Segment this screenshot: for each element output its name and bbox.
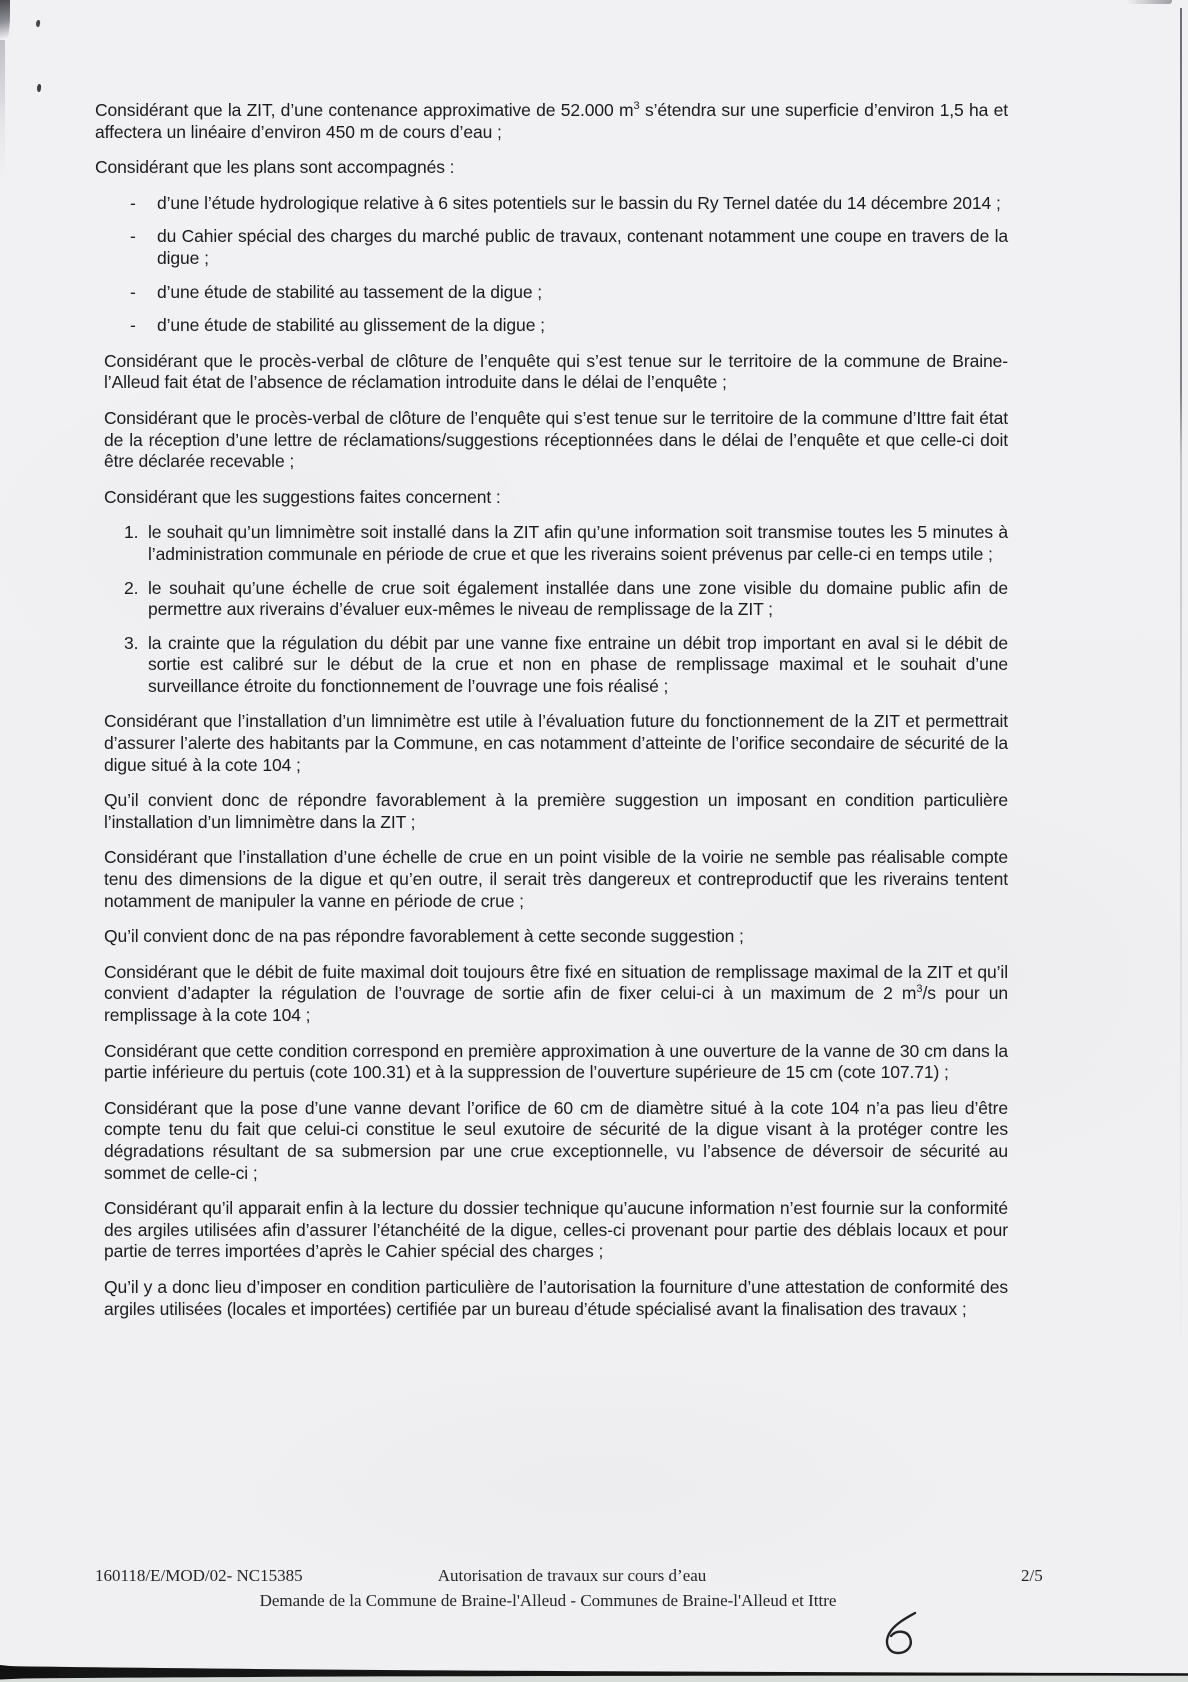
paragraph-limnimetre-utile: Considérant que l’installation d’un limnimètre est utile à l’évaluation future du fonctionnement de la ZIT et permettrait d’assurer l’alerte des habitants par la Commune, en cas notamment d’atteinte de l’orifice secondaire de sécurité de la digue situé à la cote 104 ; — [104, 711, 1008, 775]
paragraph-attestation: Qu’il y a donc lieu d’imposer en condition particulière de l’autorisation la fourniture d’une attestation de conformité des argiles utilisées (locales et importées) certifiée par un bureau d’étude spécialisé avant la finalisation des travaux ; — [104, 1276, 1008, 1319]
superscript-cube: 3 — [916, 983, 923, 996]
list-item — [124, 578, 1008, 621]
number-marker: 3. — [124, 632, 139, 653]
dash-marker: - — [130, 281, 136, 302]
paragraph-plans-accompagnes: Considérant que les plans sont accompagnés : — [95, 157, 455, 178]
list-item — [130, 226, 1008, 269]
footer-line-2: Demande de la Commune de Braine-l'Alleud - Communes de Braine-l'Alleud et Ittre — [259, 1591, 837, 1610]
paragraph-pv-ittre: Considérant que le procès-verbal de clôture de l’enquête qui s’est tenue sur le territoire de la commune d’Ittre fait état de la réception d’une lettre de réclamations/suggestions réceptionnées dans le délai de l’enquête et que celle-ci doit être déclarée recevable ; — [104, 407, 1008, 472]
footer-page-number: 2/5 — [1021, 1566, 1043, 1585]
list-item-text: d’une étude de stabilité au tassement de la digue ; — [157, 281, 543, 302]
list-item — [130, 193, 1008, 215]
footer-line-1 — [0, 1566, 1188, 1588]
list-item — [124, 633, 1008, 698]
list-item-text: le souhait qu’un limnimètre soit installé dans la ZIT afin qu’une information soit transmise toutes les 5 minutes à l’administration communale en période de crue et que les riverains soient prévenus par celle-ci en temps utile ; — [148, 522, 1008, 564]
list-item-text: d’une l’étude hydrologique relative à 6 sites potentiels sur le bassin du Ry Ternel datée du 14 décembre 2014 ; — [157, 192, 1001, 213]
number-marker: 2. — [124, 577, 139, 598]
paragraph-reponse-defavorable-2: Qu’il convient donc de na pas répondre favorablement à cette seconde suggestion ; — [104, 926, 744, 947]
list-item-text: le souhait qu’une échelle de crue soit également installée dans une zone visible du domaine public afin de permettre aux riverains d’évaluer eux-mêmes le niveau de remplissage de la ZIT ; — [148, 577, 1008, 620]
footer-document-title: Autorisation de travaux sur cours d’eau — [437, 1566, 707, 1585]
footer-reference-number: 160118/E/MOD/02- NC15385 — [95, 1566, 303, 1585]
dash-marker: - — [130, 192, 136, 213]
dash-marker: - — [130, 315, 136, 336]
document-body — [95, 100, 1008, 1334]
paragraph-pose-vanne: Considérant que la pose d’une vanne devant l’orifice de 60 cm de diamètre situé à la cote 104 n’a pas lieu d’être compte tenu du fait que celui-ci constitue le seul exutoire de sécurité de la digue visant à la protéger contre les dégradations résultant de sa submersion par une crue exceptionnelle, vu l’absence de déversoir de sécurité au sommet de celle-ci ; — [104, 1097, 1008, 1183]
list-item — [124, 522, 1008, 565]
paragraph-suggestions-intro: Considérant que les suggestions faites concernent : — [104, 486, 501, 507]
dash-marker: - — [130, 226, 136, 247]
paragraph-considerant-zit — [95, 100, 1008, 143]
scan-artifact-page-edge-line — [1180, 8, 1182, 1380]
scan-artifact-speck — [35, 20, 40, 28]
scan-artifact-top-right-edge — [1126, 0, 1172, 4]
paragraph-debit-fuite — [95, 962, 1008, 1027]
list-item-text: la crainte que la régulation du débit par une vanne fixe entraine un débit trop important en aval si le débit de sortie est calibré sur le début de la crue et non en phase de remplissage maximal et le souhait d’une surveillance étroite du fonctionnement de l’ouvrage une fois réalisé ; — [148, 632, 1008, 696]
scan-artifact-left-edge — [0, 40, 5, 180]
paragraph-echelle-crue: Considérant que l’installation d’une échelle de crue en un point visible de la voirie ne semble pas réalisable compte tenu des dimensions de la digue et qu’en outre, il serait très dangereux et contreproductif que les riverains tentent notamment de manipuler la vanne en période de crue ; — [104, 847, 1008, 911]
paragraph-ouverture-vanne: Considérant que cette condition correspond en première approximation à une ouverture de la vanne de 30 cm dans la partie inférieure du pertuis (cote 100.31) et à la suppression de l’ouverture supérieure de 15 cm (cote 107.71) ; — [104, 1040, 1008, 1083]
handwritten-page-mark — [882, 1610, 920, 1658]
number-marker: 1. — [124, 522, 139, 543]
list-item-text: du Cahier spécial des charges du marché public de travaux, contenant notamment une coupe en travers de la digue ; — [157, 226, 1008, 268]
paragraph-text: s’étendra sur une superficie d’environ 1,5 ha et affectera un linéaire d’environ 450 m de cours d’eau ; — [95, 100, 1008, 142]
numbered-list-suggestions — [95, 522, 1008, 697]
scan-artifact-speck — [36, 84, 41, 92]
scan-artifact-bottom-edge — [0, 1660, 1188, 1682]
dash-list-plans — [95, 193, 1008, 337]
paragraph-text: Considérant que la ZIT, d’une contenance approximative de 52.000 m — [95, 100, 634, 120]
list-item-text: d’une étude de stabilité au glissement de la digue ; — [157, 315, 545, 336]
list-item — [130, 315, 1008, 337]
superscript-cube: 3 — [633, 100, 640, 112]
list-item — [130, 282, 1008, 304]
paragraph-reponse-favorable-1: Qu’il convient donc de répondre favorablement à la première suggestion un imposant en condition particulière l’installation d’un limnimètre dans la ZIT ; — [104, 790, 1008, 832]
paragraph-conformite-argiles: Considérant qu’il apparait enfin à la lecture du dossier technique qu’aucune information n’est fournie sur la conformité des argiles utilisées afin d’assurer l’étanchéité de la digue, celles-ci provenant pour partie des déblais locaux et pour partie de terres importées d’après le Cahier spécial des charges ; — [104, 1198, 1008, 1262]
paragraph-text: Considérant que le débit de fuite maximal doit toujours être fixé en situation de remplissage maximal de la ZIT et qu’il convient d’adapter la régulation de l’ouvrage de sortie afin de fixer celui-ci à un maximum de 2 m — [104, 961, 1008, 1004]
paragraph-text: /s pour un remplissage à la cote 104 ; — [104, 983, 1008, 1025]
paragraph-pv-braine: Considérant que le procès-verbal de clôture de l’enquête qui s’est tenue sur le territoire de la commune de Braine-l’Alleud fait état de l’absence de réclamation introduite dans le délai de l’enquête ; — [104, 350, 1008, 393]
